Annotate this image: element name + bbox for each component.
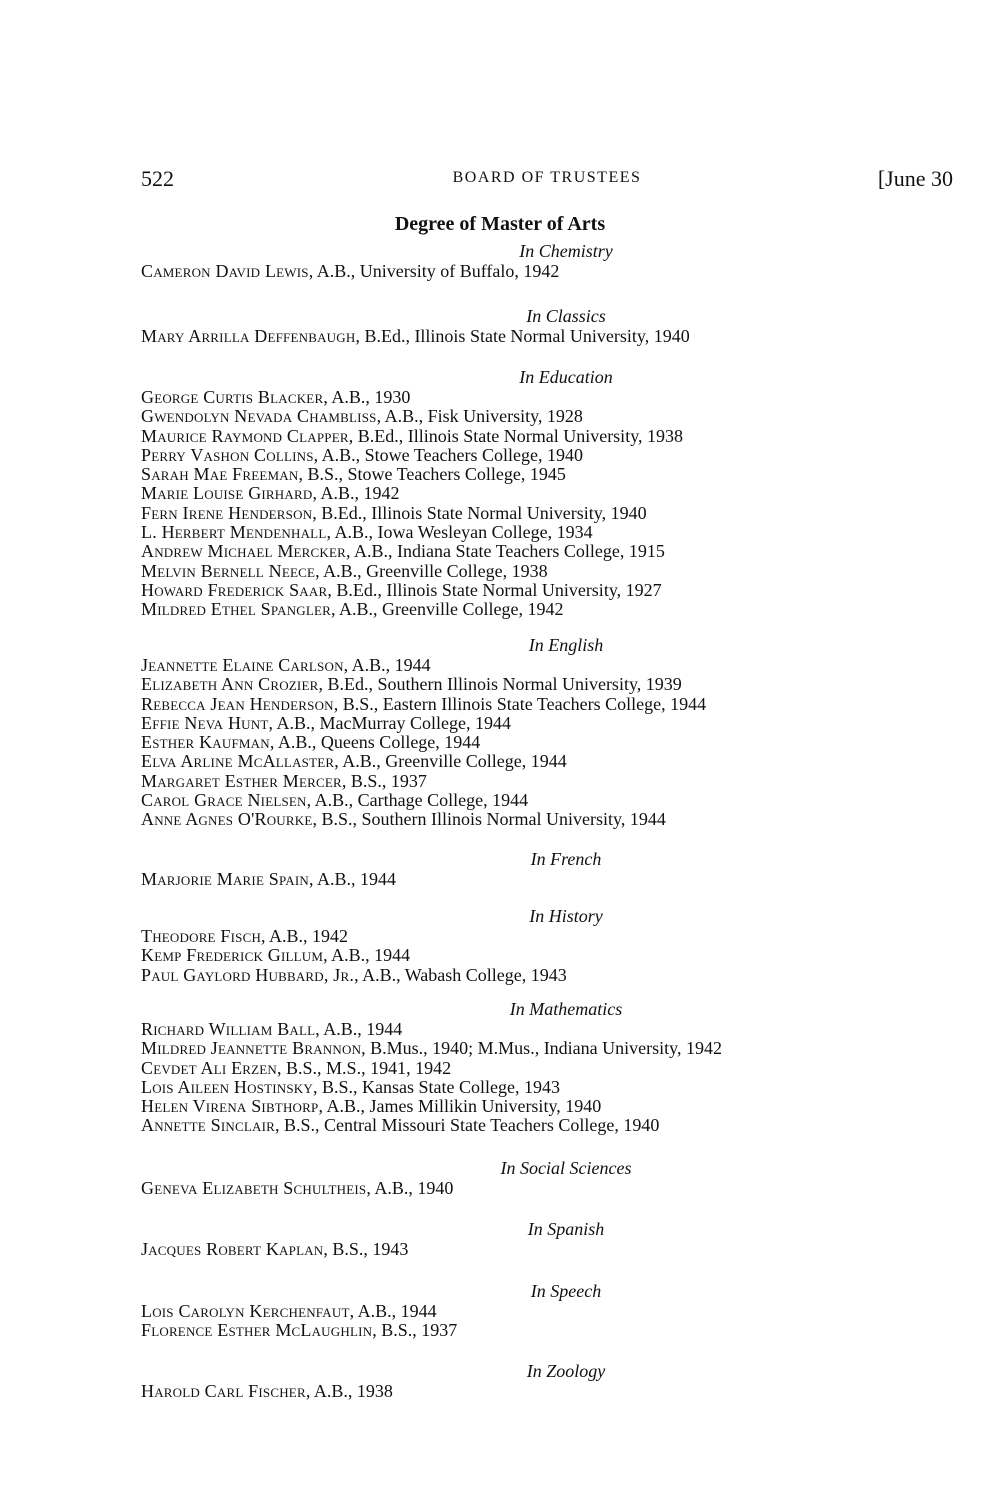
graduate-name: Andrew Michael Mercker (141, 541, 347, 562)
section (141, 1157, 981, 1198)
graduate-entry (141, 791, 981, 810)
graduate-entry (141, 388, 981, 407)
graduate-name: Paul Gaylord Hubbard, Jr. (141, 964, 355, 985)
graduate-details: , A.B., 1938 (305, 1381, 393, 1401)
graduate-list (141, 262, 981, 281)
graduate-entry (141, 1302, 981, 1321)
graduate-list (141, 1382, 981, 1401)
graduate-entry (141, 562, 981, 581)
graduate-entry (141, 695, 981, 714)
graduate-entry (141, 1321, 981, 1340)
graduate-name: Marjorie Marie Spain (141, 869, 309, 889)
graduate-details: , A.B., Fisk University, 1928 (376, 406, 583, 427)
graduate-entry (141, 504, 981, 523)
graduate-name: Anne Agnes O'Rourke (141, 809, 313, 830)
graduate-details: , B.S., 1937 (372, 1320, 458, 1341)
graduate-details: , B.Ed., Illinois State Normal University, 1940 (355, 326, 690, 346)
section (141, 1218, 981, 1259)
graduate-details: , A.B., University of Buffalo, 1942 (308, 261, 560, 281)
graduate-entry (141, 772, 981, 791)
graduate-details: , B.S., Eastern Illinois State Teachers College, 1944 (333, 693, 707, 714)
graduate-details: , A.B., James Millikin University, 1940 (318, 1096, 602, 1117)
graduate-entry (141, 1097, 981, 1116)
section (141, 998, 981, 1136)
graduate-details: , A.B., Queens College, 1944 (269, 732, 481, 753)
graduate-details: , A.B., Greenville College, 1938 (315, 560, 548, 581)
graduate-details: , A.B., 1930 (323, 387, 411, 407)
section-heading: In Social Sciences (500, 1158, 632, 1178)
graduate-entry (141, 465, 981, 484)
graduate-details: , A.B., Greenville College, 1944 (334, 751, 567, 772)
graduate-name: Perry Vashon Collins (141, 444, 314, 465)
graduate-name: L. Herbert Mendenhall (141, 522, 327, 543)
graduate-name: Mary Arrilla Deffenbaugh (141, 326, 356, 346)
graduate-details: , A.B., 1944 (349, 1301, 437, 1321)
graduate-details: , A.B., 1942 (261, 926, 349, 946)
graduate-entry (141, 927, 981, 946)
graduate-entry (141, 1059, 981, 1078)
section-heading: In Spanish (527, 1219, 605, 1239)
graduate-name: Harold Carl Fischer (141, 1381, 306, 1401)
graduate-name: Esther Kaufman (141, 732, 270, 753)
graduate-list (141, 388, 981, 620)
graduate-name: Gwendolyn Nevada Chambliss (141, 406, 377, 427)
graduate-entry (141, 600, 981, 619)
graduate-name: Elva Arline McAllaster (141, 751, 335, 772)
graduate-entry (141, 946, 981, 965)
graduate-entry (141, 1078, 981, 1097)
section-heading: In Education (519, 367, 613, 387)
graduate-name: Maurice Raymond Clapper (141, 425, 349, 446)
section (141, 634, 981, 830)
graduate-entry (141, 752, 981, 771)
graduate-name: Kemp Frederick Gillum (141, 945, 324, 966)
graduate-name: Richard William Ball (141, 1019, 316, 1039)
section (141, 848, 981, 889)
graduate-entry (141, 675, 981, 694)
graduate-name: Helen Virena Sibthorp (141, 1096, 319, 1117)
graduate-name: Melvin Bernell Neece (141, 560, 316, 581)
graduate-details: , B.S., Central Missouri State Teachers College, 1940 (274, 1115, 660, 1136)
graduate-details: , B.S., 1943 (323, 1239, 409, 1259)
graduate-name: Effie Neva Hunt (141, 712, 269, 733)
graduate-name: Howard Frederick Saar (141, 579, 328, 600)
section-heading: In Mathematics (509, 999, 623, 1019)
graduate-list (141, 927, 981, 985)
graduate-details: , A.B., Indiana State Teachers College, 1915 (346, 541, 665, 562)
graduate-name: Margaret Esther Mercer (141, 770, 342, 791)
section-heading: In History (529, 906, 603, 926)
graduate-details: , B.S., M.S., 1941, 1942 (277, 1057, 452, 1078)
graduate-entry (141, 714, 981, 733)
graduate-name: Marie Louise Girhard (141, 483, 313, 504)
page-number: 522 (141, 166, 174, 191)
graduate-list (141, 1020, 981, 1136)
graduate-entry (141, 656, 981, 675)
section-heading: In English (528, 635, 604, 655)
graduate-name: Elizabeth Ann Crozier (141, 674, 319, 695)
graduate-details: , A.B., MacMurray College, 1944 (268, 712, 511, 733)
graduate-details: , A.B., 1944 (323, 945, 411, 966)
graduate-entry (141, 581, 981, 600)
graduate-details: , A.B., Carthage College, 1944 (306, 790, 529, 811)
graduate-name: Lois Carolyn Kerchenfaut (141, 1301, 350, 1321)
section (141, 240, 981, 281)
graduate-details: , A.B., Stowe Teachers College, 1940 (313, 444, 584, 465)
graduate-name: Cameron David Lewis (141, 261, 309, 281)
graduate-details: , B.S., Southern Illinois Normal University, 1944 (312, 809, 666, 830)
graduate-entry (141, 966, 981, 985)
graduate-details: , B.Ed., Illinois State Normal University, 1940 (312, 502, 647, 523)
graduate-name: Annette Sinclair (141, 1115, 275, 1136)
graduate-name: Cevdet Ali Erzen (141, 1057, 278, 1078)
graduate-entry (141, 733, 981, 752)
graduate-name: Lois Aileen Hostinsky (141, 1076, 313, 1097)
document-title: Degree of Master of Arts (394, 213, 606, 235)
section (141, 1280, 981, 1341)
section-heading: In Chemistry (519, 241, 613, 261)
graduate-name: Geneva Elizabeth Schultheis (141, 1178, 367, 1198)
graduate-details: , A.B., 1944 (343, 655, 431, 675)
graduate-entry (141, 810, 981, 829)
graduate-entry (141, 427, 981, 446)
graduate-entry (141, 1116, 981, 1135)
graduate-entry (141, 1382, 981, 1401)
graduate-entry (141, 1240, 981, 1259)
running-title: BOARD OF TRUSTEES (452, 169, 642, 186)
graduate-entry (141, 262, 981, 281)
graduate-details: , A.B., Greenville College, 1942 (331, 599, 564, 620)
section-heading: In French (530, 849, 602, 869)
graduate-details: , A.B., Iowa Wesleyan College, 1934 (326, 522, 593, 543)
graduate-details: , A.B., 1942 (312, 483, 400, 504)
graduate-entry (141, 484, 981, 503)
section (141, 366, 981, 620)
section-heading: In Zoology (526, 1361, 606, 1381)
graduate-name: Florence Esther McLaughlin (141, 1320, 373, 1341)
graduate-entry (141, 327, 981, 346)
graduate-entry (141, 446, 981, 465)
graduate-list (141, 1179, 981, 1198)
graduate-list (141, 870, 981, 889)
section (141, 905, 981, 985)
graduate-details: , B.Ed., Illinois State Normal University, 1927 (327, 579, 662, 600)
running-head (141, 166, 953, 196)
graduate-entry (141, 1020, 981, 1039)
graduate-list (141, 1302, 981, 1341)
graduate-details: , A.B., 1944 (308, 869, 396, 889)
graduate-entry (141, 523, 981, 542)
graduate-details: , B.S., Stowe Teachers College, 1945 (298, 464, 566, 485)
graduate-details: , B.S., Kansas State College, 1943 (312, 1076, 560, 1097)
graduate-entry (141, 1039, 981, 1058)
section-heading: In Speech (530, 1281, 602, 1301)
graduate-details: , B.Ed., Illinois State Normal University, 1938 (348, 425, 684, 446)
graduate-entry (141, 1179, 981, 1198)
section (141, 1360, 981, 1401)
graduate-entry (141, 407, 981, 426)
graduate-name: Rebecca Jean Henderson (141, 693, 334, 714)
graduate-details: , A.B., Wabash College, 1943 (354, 964, 567, 985)
graduate-name: Sarah Mae Freeman (141, 464, 299, 485)
graduate-entry (141, 870, 981, 889)
running-date: [June 30 (877, 166, 953, 191)
graduate-details: , A.B., 1944 (315, 1019, 403, 1039)
graduate-details: , B.Ed., Southern Illinois Normal University, 1939 (318, 674, 682, 695)
graduate-name: George Curtis Blacker (141, 387, 324, 407)
graduate-name: Fern Irene Henderson (141, 502, 313, 523)
graduate-name: Mildred Ethel Spangler (141, 599, 332, 620)
graduate-name: Mildred Jeannette Brannon (141, 1038, 362, 1059)
section-heading: In Classics (526, 306, 606, 326)
graduate-name: Jacques Robert Kaplan (141, 1239, 324, 1259)
graduate-name: Carol Grace Nielsen (141, 790, 307, 811)
graduate-details: , B.Mus., 1940; M.Mus., Indiana University, 1942 (361, 1038, 722, 1059)
graduate-list (141, 1240, 981, 1259)
graduate-name: Theodore Fisch (141, 926, 262, 946)
graduate-details: , B.S., 1937 (341, 770, 427, 791)
section (141, 305, 981, 346)
graduate-details: , A.B., 1940 (366, 1178, 454, 1198)
graduate-list (141, 327, 981, 346)
graduate-entry (141, 542, 981, 561)
graduate-name: Jeannette Elaine Carlson (141, 655, 344, 675)
graduate-list (141, 656, 981, 830)
